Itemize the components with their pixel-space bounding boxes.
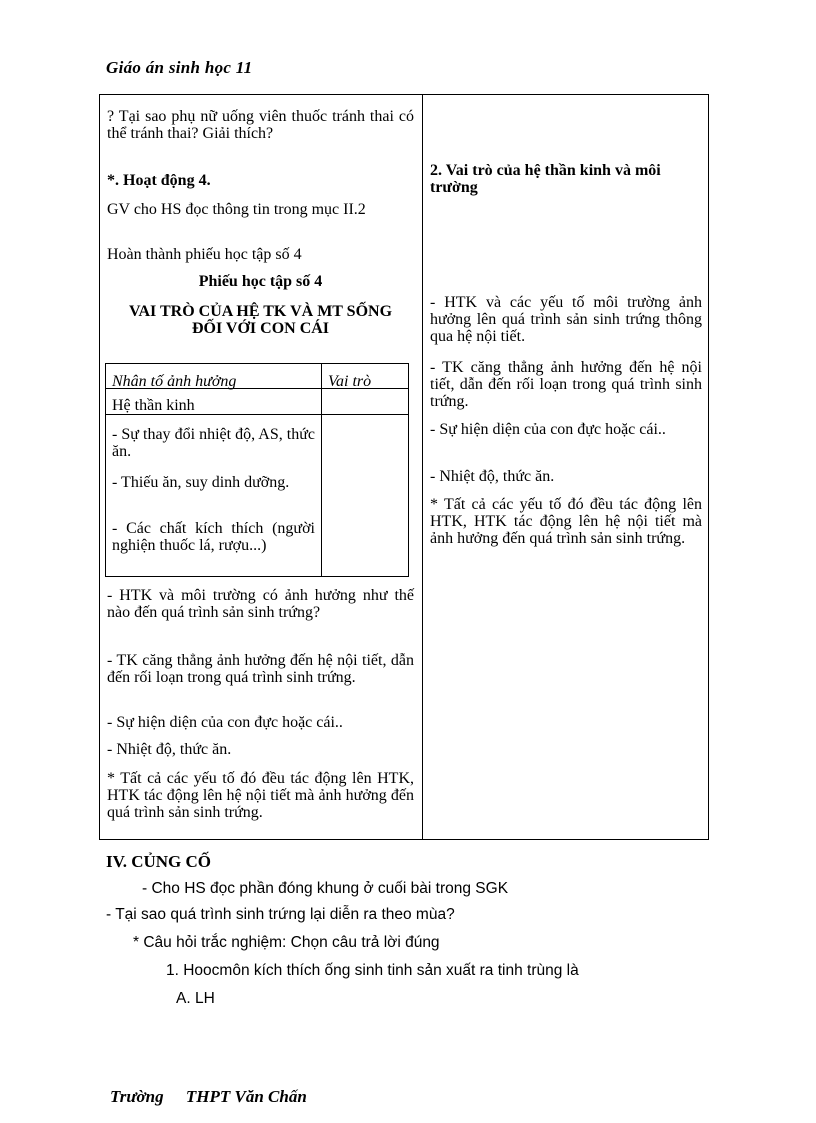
- page-header-title: Giáo án sinh học 11: [106, 58, 253, 77]
- consolidation-line-2: - Tại sao quá trình sinh trứng lại diễn ra theo mùa?: [106, 906, 455, 923]
- page-footer: [110, 1087, 325, 1107]
- worksheet-table: [105, 363, 409, 577]
- row-stimulants: - Các chất kích thích (người nghiện thuốc lá, rượu...): [112, 520, 315, 554]
- teacher-instruction: GV cho HS đọc thông tin trong mục II.2: [107, 201, 366, 218]
- question-contraceptive: ? Tại sao phụ nữ uống viên thuốc tránh thai có thể tránh thai? Giải thích?: [107, 108, 414, 142]
- quiz-question-1: 1. Hoocmôn kích thích ống sinh tinh sản xuất ra tinh trùng là: [166, 962, 579, 979]
- quiz-answer-a: A. LH: [176, 990, 215, 1007]
- worksheet-subtitle: VAI TRÒ CỦA HỆ TK VÀ MT SỐNG ĐỐI VỚI CON CÁI: [128, 303, 393, 337]
- right-point-4: - Nhiệt độ, thức ăn.: [430, 468, 555, 485]
- complete-sheet-instruction: Hoàn thành phiếu học tập số 4: [107, 246, 302, 263]
- question-htk-environment: - HTK và môi trường có ảnh hưởng như thế nào đến quá trình sản sinh trứng?: [107, 587, 414, 621]
- footer-school-label: Trường: [110, 1087, 164, 1106]
- column-divider: [422, 95, 423, 839]
- lesson-table: [99, 94, 709, 840]
- answer-presence: - Sự hiện diện của con đực hoặc cái..: [107, 714, 343, 731]
- section-4-title: IV. CỦNG CỐ: [106, 852, 212, 871]
- row-malnutrition: - Thiếu ăn, suy dinh dưỡng.: [112, 474, 290, 491]
- footer-school-name: THPT Văn Chấn: [185, 1087, 307, 1106]
- right-point-5: * Tất cả các yếu tố đó đều tác động lên HTK, HTK tác động lên hệ nội tiết mà ảnh hưởng đến quá trình sản sinh trứng.: [430, 496, 702, 547]
- worksheet-title: Phiếu học tập số 4: [198, 273, 323, 290]
- consolidation-line-3: * Câu hỏi trắc nghiệm: Chọn câu trả lời đúng: [133, 934, 440, 951]
- row-nervous-system: Hệ thần kinh: [112, 397, 195, 414]
- header-factor: Nhân tố ảnh hưởng: [112, 373, 237, 390]
- answer-summary: * Tất cả các yếu tố đó đều tác động lên HTK, HTK tác động lên hệ nội tiết mà ảnh hưởng đến quá trình sản sinh trứng.: [107, 770, 414, 821]
- table-row: [106, 388, 408, 415]
- right-point-2: - TK căng thẳng ảnh hưởng đến hệ nội tiết, dẫn đến rối loạn trong quá trình sinh trứng.: [430, 359, 702, 410]
- right-point-3: - Sự hiện diện của con đực hoặc cái..: [430, 421, 666, 438]
- consolidation-line-1: - Cho HS đọc phần đóng khung ở cuối bài trong SGK: [142, 880, 509, 897]
- row-temperature: - Sự thay đổi nhiệt độ, AS, thức ăn.: [112, 426, 315, 460]
- answer-temperature: - Nhiệt độ, thức ăn.: [107, 741, 232, 758]
- section-heading-role: 2. Vai trò của hệ thần kinh và môi trường: [430, 162, 661, 196]
- right-point-1: - HTK và các yếu tố môi trường ảnh hưởng lên quá trình sản sinh trứng thông qua hệ nội tiết.: [430, 294, 702, 345]
- worksheet-header-row: [106, 364, 408, 389]
- activity-heading: *. Hoạt động 4.: [107, 172, 211, 189]
- answer-stress: - TK căng thẳng ảnh hưởng đến hệ nội tiết, dẫn đến rối loạn trong quá trình sinh trứng.: [107, 652, 414, 686]
- header-role: Vai trò: [328, 373, 372, 390]
